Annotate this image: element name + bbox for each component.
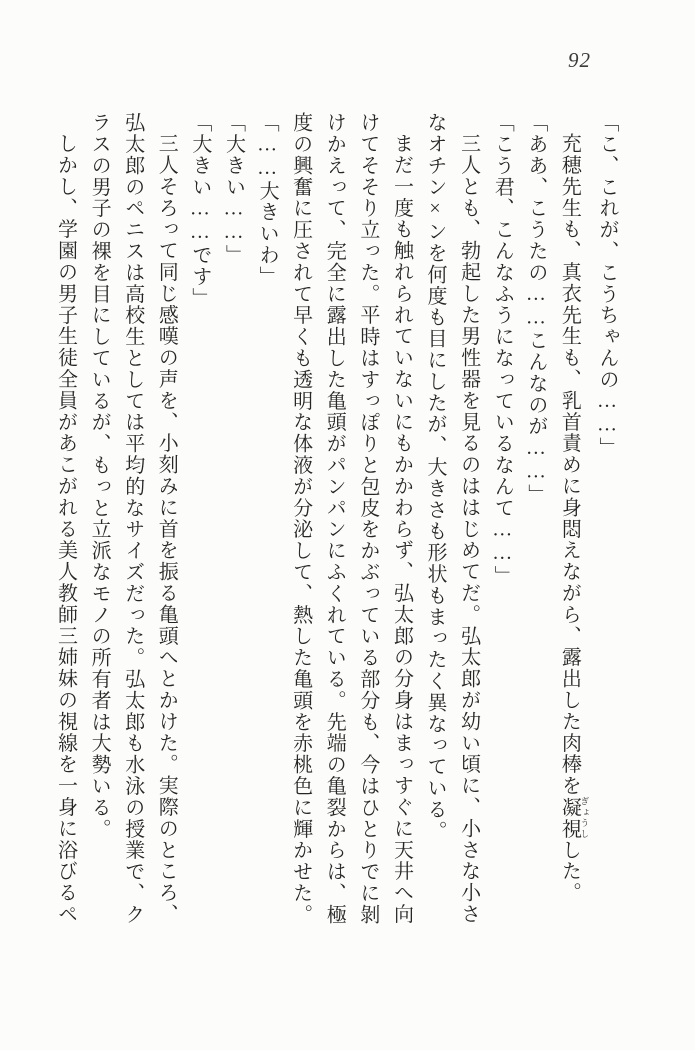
text-column: 「こう君、こんなふうになっているなんて……」: [491, 112, 514, 587]
page-number: 92: [568, 48, 591, 72]
text-column: 「……大きいわ」: [256, 112, 279, 288]
text-column: [552, 112, 590, 952]
text-run: した。: [558, 839, 581, 904]
text-column: けかえって、完全に露出した亀頭がパンパンにふくれている。先端の亀裂からは、極: [323, 112, 346, 926]
text-column: 三人とも、勃起した男性器を見るのははじめてだ。弘太郎が幼い頃に、小さな小さ: [457, 133, 480, 926]
furigana: ぎょうし: [579, 796, 590, 840]
text-column: 三人そろって同じ感嘆の声を、小刻みに首を振る亀頭へとかけた。実際のところ、: [155, 133, 178, 926]
text-column: 「こ、これが、こうちゃんの……」: [596, 112, 618, 459]
text-column: まだ一度も触れられていないにもかかわらず、弘太郎の分身はまっすぐに天井へ向: [390, 133, 413, 926]
text-column: なオチン×ンを何度も目にしたが、大きさも形状もまったく異なっている。: [424, 112, 447, 842]
ruby-base: 凝視: [558, 796, 581, 840]
text-column: 弘太郎のペニスは高校生としては平均的なサイズだった。弘太郎も水泳の授業で、ク: [121, 112, 144, 926]
text-area: [51, 112, 623, 952]
ruby-word: [558, 796, 590, 840]
text-column: しかし、学園の男子生徒全員があこがれる美人教師三姉妹の視線を一身に浴びるペ: [54, 133, 77, 926]
text-column: 度の興奮に圧されて早くも透明な体液が分泌して、熱した亀頭を赤桃色に輝かせた。: [289, 112, 312, 926]
text-column: 「大きい……です」: [188, 112, 211, 309]
text-column: ラスの男子の裸を目にしているが、もっと立派なモノの所有者は大勢いる。: [88, 112, 111, 840]
text-run: 充穂先生も、真衣先生も、乳首責めに身悶えながら、露出した肉棒を: [558, 133, 581, 797]
text-column: 「大きい……」: [222, 112, 245, 266]
text-column: けてそそり立った。平時はすっぽりと包皮をかぶっている部分も、今はひとりでに剝: [356, 112, 379, 926]
text-column: 「ああ、こうたの……こんなのが……」: [524, 112, 547, 506]
